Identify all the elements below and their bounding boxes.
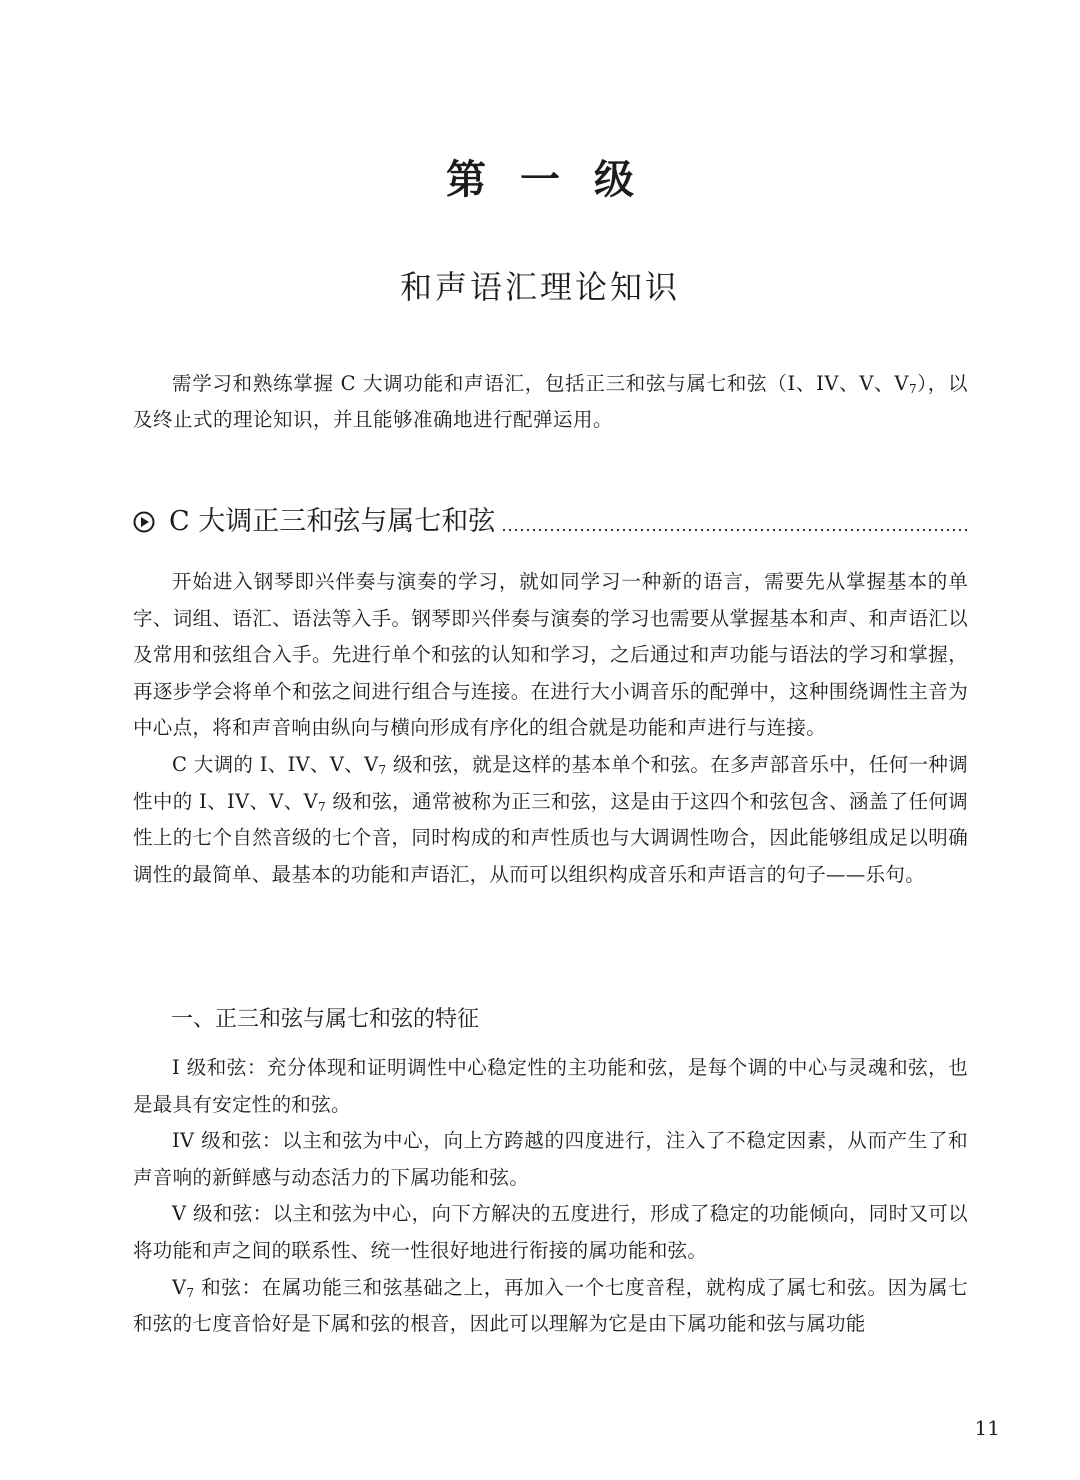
paragraph-2-text-4: ，这是由于这四个和弦包含、涵盖了任何调性上的七个自然音级的七个音，同时构成的和声性质也与大调调性吻合，因此能够组成足以明确调性的最简单、最基本的功能和声语汇，从而可以组织构成音乐和声语言的句子—— <box>133 789 969 886</box>
item-text: 。因为属七和弦的七度音恰好是下属和弦的根音，因此可以理解为它是由下属功能和弦与属功能 <box>133 1275 969 1336</box>
item-text: 和弦，是每个调的中心与灵魂和弦，也是最具有安定性的和弦。 <box>133 1056 969 1116</box>
subscript: 7 <box>908 382 918 396</box>
subscript: 7 <box>186 1285 195 1300</box>
subscript: 7 <box>318 799 326 814</box>
keyword-tonic-function: 主功能 <box>567 1056 628 1079</box>
item-text: 和弦：在 <box>194 1275 282 1299</box>
intro-paragraph <box>133 366 968 438</box>
keyword-dominant-seventh: 属七和弦 <box>786 1275 868 1299</box>
subsection-title: 一、正三和弦与属七和弦的特征 <box>171 1007 480 1032</box>
item-v-chord <box>133 1196 968 1269</box>
item-text: I 级和弦：充分体现和证明调性中心稳定性的 <box>172 1056 568 1079</box>
paragraph-1 <box>133 564 968 747</box>
dotted-leader <box>501 518 968 532</box>
play-circle-icon <box>133 511 155 533</box>
item-text: V 级和弦：以主和弦为中心，向下方解决的五度进行，形成了稳定的功能倾向，同时又可以将功能和声之间的联系性、统一性很好地进行衔接的 <box>133 1202 968 1262</box>
paragraph-2-text-5: 。 <box>905 862 926 886</box>
chord-feature-list <box>133 1050 968 1343</box>
item-text: 和弦。 <box>469 1165 530 1189</box>
intro-text-end: ），以及终止式的理论知识，并且能够准确地进行配弹运用。 <box>133 372 968 431</box>
paragraph-2-text-2: 级和弦，就是这样的基本单个和弦。在多声部音乐中，任何一种调性中的 I、IV、V、V <box>133 752 968 813</box>
intro-text: 需学习和熟练掌握 C 大调功能和声语汇，包括正三和弦与属七和弦（I、IV、V、V <box>172 372 909 395</box>
keyword-primary-triads: 正三和弦 <box>511 789 591 813</box>
item-i-chord <box>133 1050 968 1123</box>
chapter-title: 第一级 <box>446 156 668 203</box>
item-iv-chord <box>133 1123 968 1196</box>
item-text: 和弦。 <box>647 1238 708 1262</box>
item-text: V <box>172 1275 187 1299</box>
keyword-subdominant-function: 下属功能 <box>390 1165 470 1189</box>
item-text: 三和弦基础之上，再加入一个七度音程，就构成了 <box>342 1275 787 1299</box>
page-number: 11 <box>974 1416 1000 1440</box>
section-heading <box>133 500 968 544</box>
keyword-functional-harmony: 功能和声 <box>628 716 708 740</box>
item-v7-chord <box>133 1270 968 1343</box>
paragraph-1-text: 开始进入钢琴即兴伴奏与演奏的学习，就如同学习一种新的语言，需要先从掌握基本的单字、词组、语汇、语法等入手。钢琴即兴伴奏与演奏的学习也需要从掌握基本和声、和声语汇以及常用和弦组合入手。先进行单个和弦的认知和学习，之后通过和声功能与语法的学习和掌握，再逐步学会将单个和弦之间进行组合与连接。在进行大小调音乐的配弹中，这种围绕调性主音为中心点，将和声音响由纵向与横向形成有序化的组合就是 <box>133 570 968 740</box>
body-paragraphs <box>133 564 968 893</box>
keyword-dominant-function: 属功能 <box>281 1275 343 1299</box>
keyword-dominant-function: 属功能 <box>588 1238 648 1262</box>
paragraph-1-end: 进行与连接。 <box>707 716 827 740</box>
paragraph-2 <box>133 747 968 893</box>
paragraph-2-text-3: 级和弦，通常被称为 <box>325 789 512 813</box>
keyword-phrase: 乐句 <box>865 862 906 886</box>
section-title: 和声语汇理论知识 <box>399 268 680 306</box>
paragraph-2-text-1: C 大调的 I、IV、V、V <box>172 752 379 776</box>
subscript: 7 <box>378 762 387 777</box>
item-text: IV 级和弦：以主和弦为中心，向上方跨越的四度进行，注入了不稳定因素，从而产生了和声音响的新鲜感与动态活力的 <box>133 1129 968 1189</box>
section-heading-text: C 大调正三和弦与属七和弦 <box>169 506 496 537</box>
